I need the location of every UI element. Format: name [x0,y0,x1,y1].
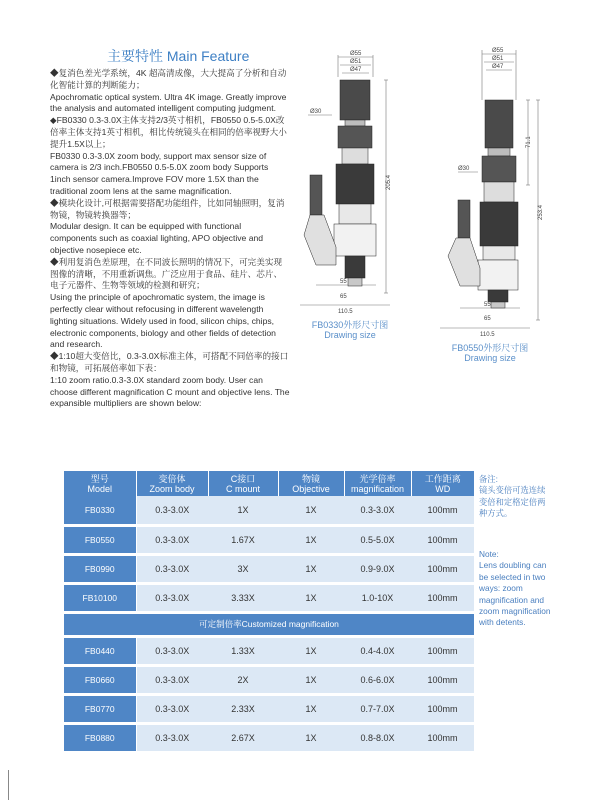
dim-d55-b: Ø55 [492,48,504,54]
section-heading: 主要特性 Main Feature [107,48,250,64]
custom-section-label: 可定制倍率Customized magnification [64,612,474,636]
cell-wd: 100mm [411,496,474,525]
cell-zoom-body: 0.3-3.0X [136,723,208,752]
cell-wd: 100mm [411,583,474,612]
cell-zoom-body: 0.3-3.0X [136,554,208,583]
header-en: C mount [225,483,260,494]
dim-55: 55 [340,279,347,285]
note-en-line: magnification and [479,594,545,605]
table-row [64,525,474,554]
cell-model: FB0770 [64,694,136,723]
cell-c-mount: 1.33X [208,636,278,665]
cell-magnification: 0.9-9.0X [344,554,411,583]
cell-zoom-body: 0.3-3.0X [136,525,208,554]
feature-en-1: Apochromatic optical system. Ultra 4K image. Greatly improve the analysis and automated intelligent computing judgment. [50,91,287,114]
cell-zoom-body: 0.3-3.0X [136,665,208,694]
cell-magnification: 0.8-8.0X [344,723,411,752]
col-wd [411,471,474,496]
feature-list [50,68,290,410]
cell-objective: 1X [278,636,344,665]
feature-cn-4: ◆利用复消色差原理，在不同波长照明的情况下，可完美实现图像的清晰，不用重新调焦。广泛应用于食品、硅片、芯片、电子元器件、生物等领域的检测和研究； [50,256,283,291]
feature-cn-5: ◆1:10超大变倍比，0.3-3.0X标准主体，可搭配不同倍率的接口和物镜，可拓展倍率如下表： [50,351,289,373]
header-en: Objective [292,483,330,494]
table-row [64,694,474,723]
col-objective [278,471,344,496]
header-cn: 物镜 [301,473,320,484]
note-cn-line: 镜头变倍可选连续 [479,485,546,496]
cell-model: FB0880 [64,723,136,752]
cell-model: FB0330 [64,496,136,525]
dim-width: 110.5 [338,309,353,315]
note-en-line: zoom magnification [479,606,551,617]
cell-model: FB0660 [64,665,136,694]
cell-wd: 100mm [411,694,474,723]
cell-c-mount: 3X [208,554,278,583]
cell-zoom-body: 0.3-3.0X [136,583,208,612]
fb0550-caption [440,343,540,363]
cell-wd: 100mm [411,723,474,752]
cell-objective: 1X [278,554,344,583]
dim-d51-b: Ø51 [492,56,504,62]
table-row [64,583,474,612]
note-en-line: with detents. [479,617,526,628]
table-header-row [64,471,474,496]
dim-55-b: 55 [484,302,491,308]
header-en: magnification [350,483,405,494]
feature-cn-2: ◆FB0330 0.3-3.0X主体支持2/3英寸相机，FB0550 0.5-5.0X改倍率主体支持1英寸相机，相比传统镜头在相同的倍率视野大小提升1.5X以上； [50,115,287,149]
note-en-line: Lens doubling can [479,560,547,571]
dim-d51: Ø51 [350,59,362,65]
dim-71: 71.1 [526,136,532,148]
cell-magnification: 1.0-10X [344,583,411,612]
header-cn: 光学倍率 [359,473,396,484]
cell-objective: 1X [278,583,344,612]
cell-c-mount: 3.33X [208,583,278,612]
custom-section-row [64,612,474,636]
cell-objective: 1X [278,694,344,723]
table-row [64,665,474,694]
dim-d47-b: Ø47 [492,64,504,70]
table-row [64,496,474,525]
dim-height: 205.4 [386,174,392,190]
dim-65-b: 65 [484,316,491,322]
note-cn-line: 变倍和定格定倍两 [479,496,546,507]
feature-en-2: FB0330 0.3-3.0X zoom body, support max sensor size of camera is 2/3 inch.FB0550 0.5-5.0X zoom body Supports 1inch sensor camera.Improve FOV more 1.5X than the traditional zoom lens at the same magnification. [50,150,269,196]
feature-cn-3: ◆模块化设计,可根据需要搭配功能组件，比如同轴照明，复消物镜，物镜转换器等； [50,197,285,220]
cell-magnification: 0.6-6.0X [344,665,411,694]
cell-objective: 1X [278,665,344,694]
header-cn: 工作距离 [424,473,461,484]
dim-height-b: 253.4 [538,204,544,220]
cell-c-mount: 2.67X [208,723,278,752]
header-cn: 变倍体 [158,473,186,484]
dim-width-b: 110.5 [480,332,495,338]
note-cn [479,474,545,520]
col-magnification [344,471,411,496]
cell-model: FB0550 [64,525,136,554]
cell-objective: 1X [278,723,344,752]
table-row [64,554,474,583]
cell-model: FB0440 [64,636,136,665]
header-en: Zoom body [149,483,195,494]
header-cn: 型号 [90,473,109,484]
col-c-mount [208,471,278,496]
fb0330-drawing [290,51,410,325]
col-model [64,471,136,496]
note-cn-line: 种方式。 [479,508,513,519]
cell-wd: 100mm [411,665,474,694]
note-en-line: Note: [479,549,499,559]
fb0330-caption-cn: FB0330外形尺寸图 [311,320,389,330]
cell-objective: 1X [278,496,344,525]
feature-en-3: Modular design. It can be equipped with functional components such as coaxial lighting, APO objective and objective nosepiece etc. [50,221,264,255]
cell-model: FB10100 [64,583,136,612]
fb0550-caption-en: Drawing size [464,353,516,363]
header-en: WD [435,483,451,494]
col-zoom-body [136,471,208,496]
cell-magnification: 0.3-3.0X [344,496,411,525]
header-cn: C接口 [230,473,256,484]
fb0550-drawing [430,50,550,340]
cell-magnification: 0.5-5.0X [344,525,411,554]
cell-c-mount: 2X [208,665,278,694]
cell-c-mount: 2.33X [208,694,278,723]
feature-en-5: 1:10 zoom ratio.0.3-3.0X standard zoom body. User can choose different magnification C mount and objective lens. The expansible multipliers are shown below: [50,374,290,409]
page-edge-line [8,770,9,800]
fb0550-caption-cn: FB0550外形尺寸图 [451,343,529,353]
cell-zoom-body: 0.3-3.0X [136,496,208,525]
cell-zoom-body: 0.3-3.0X [136,694,208,723]
fb0330-caption [300,320,400,340]
cell-zoom-body: 0.3-3.0X [136,636,208,665]
note-en [479,549,550,629]
spec-table [64,471,474,754]
dim-d30: Ø30 [310,109,322,115]
cell-magnification: 0.4-4.0X [344,636,411,665]
note-cn-line: 备注: [479,474,498,484]
fb0330-caption-en: Drawing size [324,330,376,340]
cell-objective: 1X [278,525,344,554]
dim-d55: Ø55 [350,51,362,57]
feature-en-4: Using the principle of apochromatic system, the image is perfectly clear without refocusing in different wavelength lighting situations. Widely used in food, silicon chips, chips, electronic components, biology and other fields of detection and research. [50,292,276,350]
cell-magnification: 0.7-7.0X [344,694,411,723]
cell-wd: 100mm [411,554,474,583]
table-row [64,723,474,752]
cell-c-mount: 1X [208,496,278,525]
dim-d30-b: Ø30 [458,166,470,172]
header-en: Model [87,483,112,494]
cell-c-mount: 1.67X [208,525,278,554]
note-en-line: ways: zoom [479,583,523,594]
note-en-line: be selected in two [479,571,546,582]
feature-cn-1: ◆复消色差光学系统，4K 超高清成像，大大提高了分析和自动化智能计算的判断能力； [50,68,287,90]
dim-65: 65 [340,294,347,300]
cell-wd: 100mm [411,636,474,665]
cell-wd: 100mm [411,525,474,554]
dim-d47: Ø47 [350,67,362,73]
table-row [64,636,474,665]
cell-model: FB0990 [64,554,136,583]
